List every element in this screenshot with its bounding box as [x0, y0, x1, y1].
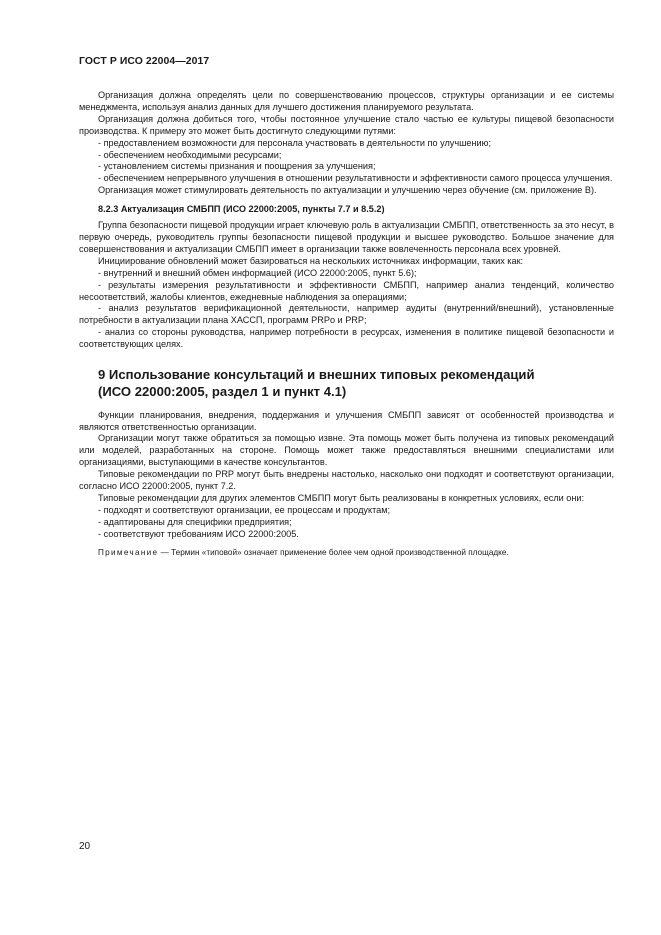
- section-title: [79, 367, 614, 401]
- list-item: - анализ результатов верификационной деятельности, например аудиты (внутренний/внешний), установленные потребности в актуализации плана ХАССП, программ PRPо и PRP;: [79, 303, 614, 326]
- paragraph: Организации могут также обратиться за помощью извне. Эта помощь может быть получена из типовых рекомендаций или моделей, разработанных на стороне. Помощь может также предоставляться внешними специалистами или организациями, выступающими в качестве консультантов.: [79, 433, 614, 468]
- section-title-line-2: (ИСО 22000:2005, раздел 1 и пункт 4.1): [98, 383, 347, 399]
- note-text: — Термин «типовой» означает применение более чем одной производственной площадке.: [158, 547, 509, 557]
- list-item: - предоставлением возможности для персонала участвовать в деятельности по улучшению;: [98, 137, 492, 148]
- list-item: - результаты измерения результативности и эффективности СМБПП, например анализ тенденций, количество несоответствий, жалобы клиентов, ежедневные наблюдения за операциями;: [79, 279, 614, 302]
- list-item: - установлением системы признания и поощрения за улучшения;: [98, 161, 376, 172]
- paragraph: Типовые рекомендации для других элементов СМБПП могут быть реализованы в конкретных условиях, если они:: [98, 492, 585, 503]
- list-item: - внутренний и внешний обмен информацией (ИСО 22000:2005, пункт 5.6);: [98, 267, 417, 278]
- page-number: 20: [79, 841, 91, 852]
- list-item: - обеспечением необходимыми ресурсами;: [98, 149, 282, 160]
- list-item: - соответствуют требованиям ИСО 22000:2005.: [98, 528, 299, 539]
- paragraph: Функции планирования, внедрения, поддержания и улучшения СМБПП зависят от особенностей производства и являются ответственностью организации.: [79, 409, 614, 432]
- document-header: ГОСТ Р ИСО 22004—2017: [79, 56, 210, 67]
- paragraph: Организация должна определять цели по совершенствованию процессов, структуры организации и ее системы менеджмента, используя анализ данных для лучшего достижения планируемого результата.: [79, 90, 614, 112]
- list-item: - обеспечением непрерывного улучшения в отношении результативности и эффективности самого процесса улучшения.: [98, 173, 613, 184]
- paragraph: Организация должна добиться того, чтобы постоянное улучшение стало частью ее культуры пищевой безопасности производства. К примеру это может быть достигнуто следующими путями:: [79, 113, 614, 136]
- paragraph: Инициирование обновлений может базироваться на нескольких источниках информации, таких как:: [98, 255, 524, 266]
- list-item: - анализ со стороны руководства, например потребности в ресурсах, изменения в политике пищевой безопасности и соответствующих целях.: [79, 327, 614, 350]
- subsection-heading: 8.2.3 Актуализация СМБПП (ИСО 22000:2005, пункты 7.7 и 8.5.2): [98, 204, 385, 215]
- page-body: [79, 90, 614, 558]
- section-title-line-1: 9 Использование консультаций и внешних типовых рекомендаций: [98, 367, 535, 383]
- note: [79, 547, 614, 558]
- paragraph: Группа безопасности пищевой продукции играет ключевую роль в актуализации СМБПП, ответственность за это несут, в первую очередь, руководитель группы безопасности пищевой продукции и высшее руководство. Большое значение для совершенствования и актуализации СМБПП имеет в организации также вовлеченность персонала всех уровней.: [79, 220, 614, 254]
- note-label: Примечание: [98, 547, 159, 557]
- paragraph: Организация может стимулировать деятельность по актуализации и улучшению через обучение (см. приложение В).: [98, 185, 597, 196]
- list-item: - адаптированы для специфики предприятия;: [98, 516, 292, 527]
- list-item: - подходят и соответствуют организации, ее процессам и продуктам;: [98, 504, 391, 515]
- paragraph: Типовые рекомендации по PRP могут быть внедрены настолько, насколько они подходят и соответствуют организации, согласно ИСО 22000:2005, пункт 7.2.: [79, 469, 614, 492]
